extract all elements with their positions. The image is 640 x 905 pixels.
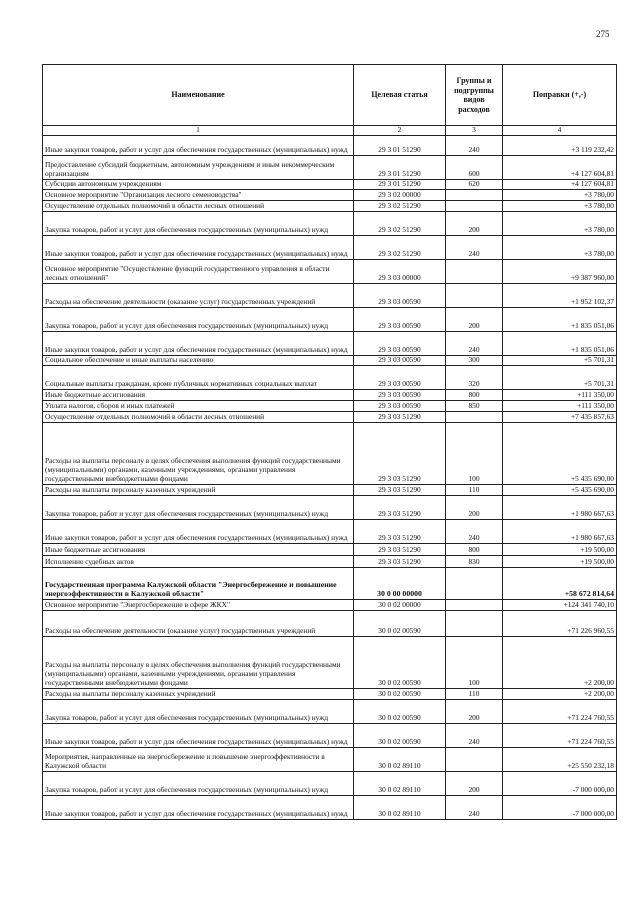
row-target-code: 29 3 02 51290 (354, 200, 446, 211)
header-target: Целевая статья (354, 65, 446, 126)
row-name: Предоставление субсидий бюджетным, автономным учреждениям и иным некоммерческим организациям (43, 155, 354, 179)
row-amount: +3 780,00 (503, 200, 617, 211)
row-group-code: 800 (446, 389, 503, 400)
row-target-code: 29 3 03 00590 (354, 355, 446, 365)
row-target-code: 29 3 03 51290 (354, 411, 446, 422)
row-name: Осуществление отдельных полномочий в области лесных отношений (43, 200, 354, 211)
table-body (43, 135, 617, 819)
table-row (43, 599, 617, 610)
row-target-code: 30 0 02 00590 (354, 610, 446, 636)
row-amount: +7 435 857,63 (503, 411, 617, 422)
row-name: Государственная программа Калужской области "Энергосбережение и повышение энергоэффективности в Калужской области" (43, 567, 354, 599)
row-name: Расходы на выплаты персоналу казенных учреждений (43, 484, 354, 495)
row-name: Иные бюджетные ассигнования (43, 389, 354, 400)
row-group-code (446, 283, 503, 307)
row-target-code: 29 3 03 51290 (354, 495, 446, 519)
row-group-code (446, 610, 503, 636)
row-group-code: 800 (446, 543, 503, 555)
row-amount: +1 952 102,37 (503, 283, 617, 307)
column-number-row (43, 126, 617, 136)
table-row (43, 283, 617, 307)
row-name: Расходы на выплаты персоналу в целях обеспечения выполнения функций государственными (муниципальными) органами, казенными учреждениями, органами управления государственными внебюджетными фондами (43, 636, 354, 688)
table-row (43, 389, 617, 400)
row-amount: +124 341 740,10 (503, 599, 617, 610)
row-name: Мероприятия, направленные на энергосбережение и повышение энергоэффективности в Калужской области (43, 747, 354, 771)
row-target-code: 30 0 02 00000 (354, 599, 446, 610)
row-name: Иные бюджетные ассигнования (43, 543, 354, 555)
row-amount: +111 350,00 (503, 389, 617, 400)
row-target-code: 29 3 03 00590 (354, 365, 446, 389)
row-amount: +5 701,31 (503, 355, 617, 365)
row-target-code: 30 0 02 00590 (354, 699, 446, 723)
row-amount: +3 119 232,42 (503, 135, 617, 155)
table-row (43, 519, 617, 543)
row-name: Расходы на обеспечение деятельности (оказание услуг) государственных учреждений (43, 610, 354, 636)
row-amount: -7 000 000,00 (503, 771, 617, 795)
row-amount: +5 435 690,00 (503, 422, 617, 484)
row-group-code: 240 (446, 723, 503, 747)
row-target-code: 29 3 02 51290 (354, 211, 446, 235)
row-name: Основное мероприятие "Организация лесного семеноводства" (43, 189, 354, 200)
table-row (43, 365, 617, 389)
row-group-code: 200 (446, 495, 503, 519)
row-target-code: 29 3 01 51290 (354, 135, 446, 155)
row-target-code: 29 3 03 00590 (354, 389, 446, 400)
row-group-code: 620 (446, 179, 503, 189)
table-row (43, 567, 617, 599)
row-target-code: 30 0 02 89110 (354, 771, 446, 795)
header-groups: Группы и подгруппы видов расходов (446, 65, 503, 126)
row-amount: +71 224 760,55 (503, 699, 617, 723)
row-name: Осуществление отдельных полномочий в области лесных отношений (43, 411, 354, 422)
row-group-code: 200 (446, 771, 503, 795)
row-name: Расходы на выплаты персоналу казенных учреждений (43, 688, 354, 699)
row-amount: +3 780,00 (503, 189, 617, 200)
table-row (43, 636, 617, 688)
row-target-code: 29 3 03 51290 (354, 543, 446, 555)
row-amount: +19 500,00 (503, 543, 617, 555)
row-group-code: 240 (446, 795, 503, 819)
row-amount: +5 435 690,00 (503, 484, 617, 495)
row-target-code: 29 3 03 51290 (354, 519, 446, 543)
row-group-code: 110 (446, 688, 503, 699)
row-group-code: 600 (446, 155, 503, 179)
row-target-code: 29 3 03 00590 (354, 307, 446, 331)
row-name: Иные закупки товаров, работ и услуг для обеспечения государственных (муниципальных) нужд (43, 135, 354, 155)
column-number: 2 (354, 126, 446, 136)
row-amount: +5 701,31 (503, 365, 617, 389)
table-row (43, 211, 617, 235)
row-amount: +3 780,00 (503, 235, 617, 259)
row-amount: +58 672 814,64 (503, 567, 617, 599)
row-name: Социальные выплаты гражданам, кроме публичных нормативных социальных выплат (43, 365, 354, 389)
row-name: Основное мероприятие "Осуществление функций государственного управления в области лесных отношений" (43, 259, 354, 283)
row-target-code: 29 3 03 51290 (354, 484, 446, 495)
row-amount: +1 980 667,63 (503, 519, 617, 543)
row-group-code: 850 (446, 400, 503, 411)
row-amount: +1 980 667,63 (503, 495, 617, 519)
row-target-code: 29 3 02 00000 (354, 189, 446, 200)
row-target-code: 30 0 02 89110 (354, 795, 446, 819)
table-row (43, 189, 617, 200)
row-target-code: 30 0 02 89110 (354, 747, 446, 771)
table-row (43, 484, 617, 495)
table-row (43, 610, 617, 636)
row-amount: +3 780,00 (503, 211, 617, 235)
row-group-code: 200 (446, 211, 503, 235)
row-target-code: 29 3 01 51290 (354, 179, 446, 189)
row-name: Закупка товаров, работ и услуг для обеспечения государственных (муниципальных) нужд (43, 307, 354, 331)
row-target-code: 29 3 03 00590 (354, 331, 446, 355)
row-name: Исполнение судебных актов (43, 555, 354, 567)
row-target-code: 29 3 03 00590 (354, 400, 446, 411)
column-number: 3 (446, 126, 503, 136)
row-group-code: 320 (446, 365, 503, 389)
row-amount: +19 500,00 (503, 555, 617, 567)
table-row (43, 771, 617, 795)
row-group-code (446, 567, 503, 599)
row-group-code: 240 (446, 331, 503, 355)
table-row (43, 235, 617, 259)
table-row (43, 307, 617, 331)
row-group-code: 300 (446, 355, 503, 365)
row-group-code (446, 189, 503, 200)
row-name: Иные закупки товаров, работ и услуг для обеспечения государственных (муниципальных) нужд (43, 331, 354, 355)
row-group-code: 100 (446, 636, 503, 688)
row-group-code (446, 259, 503, 283)
header-amendments: Поправки (+,-) (503, 65, 617, 126)
row-group-code: 200 (446, 307, 503, 331)
row-name: Иные закупки товаров, работ и услуг для обеспечения государственных (муниципальных) нужд (43, 519, 354, 543)
row-group-code: 830 (446, 555, 503, 567)
table-row (43, 699, 617, 723)
table-row (43, 400, 617, 411)
row-group-code: 100 (446, 422, 503, 484)
row-target-code: 29 3 02 51290 (354, 235, 446, 259)
table-row (43, 747, 617, 771)
table-row (43, 543, 617, 555)
row-amount: +9 387 960,00 (503, 259, 617, 283)
row-amount: +71 224 760,55 (503, 723, 617, 747)
table-row (43, 135, 617, 155)
column-number: 4 (503, 126, 617, 136)
row-name: Закупка товаров, работ и услуг для обеспечения государственных (муниципальных) нужд (43, 495, 354, 519)
row-amount: +2 200,00 (503, 636, 617, 688)
row-target-code: 29 3 03 00590 (354, 283, 446, 307)
row-name: Иные закупки товаров, работ и услуг для обеспечения государственных (муниципальных) нужд (43, 235, 354, 259)
row-amount: +1 835 051,06 (503, 307, 617, 331)
row-amount: +4 127 604,81 (503, 179, 617, 189)
row-name: Основное мероприятие "Энергосбережение в сфере ЖКХ" (43, 599, 354, 610)
table-row (43, 555, 617, 567)
table-row (43, 688, 617, 699)
row-group-code (446, 200, 503, 211)
row-target-code: 30 0 02 00590 (354, 636, 446, 688)
table-row (43, 155, 617, 179)
table-header-row (43, 65, 617, 126)
table-row (43, 355, 617, 365)
page-number: 275 (596, 29, 610, 39)
table-row (43, 259, 617, 283)
row-target-code: 29 3 01 51290 (354, 155, 446, 179)
row-name: Уплата налогов, сборов и иных платежей (43, 400, 354, 411)
row-amount: +4 127 604,81 (503, 155, 617, 179)
row-name: Расходы на обеспечение деятельности (оказание услуг) государственных учреждений (43, 283, 354, 307)
table-row (43, 495, 617, 519)
row-group-code: 240 (446, 135, 503, 155)
row-name: Закупка товаров, работ и услуг для обеспечения государственных (муниципальных) нужд (43, 699, 354, 723)
row-amount: +71 226 960,55 (503, 610, 617, 636)
row-name: Расходы на выплаты персоналу в целях обеспечения выполнения функций государственными (муниципальными) органами, казенными учреждениями, органами управления государственными внебюджетными фондами (43, 422, 354, 484)
table-row (43, 723, 617, 747)
table-row (43, 179, 617, 189)
row-amount: +2 200,00 (503, 688, 617, 699)
row-target-code: 30 0 02 00590 (354, 688, 446, 699)
header-name: Наименование (43, 65, 354, 126)
row-group-code: 200 (446, 699, 503, 723)
row-group-code: 110 (446, 484, 503, 495)
table-row (43, 795, 617, 819)
row-group-code (446, 599, 503, 610)
row-target-code: 30 0 02 00590 (354, 723, 446, 747)
row-name: Социальное обеспечение и иные выплаты населению (43, 355, 354, 365)
row-amount: -7 000 000,00 (503, 795, 617, 819)
row-amount: +1 835 051,06 (503, 331, 617, 355)
row-target-code: 29 3 03 51290 (354, 422, 446, 484)
table-row (43, 411, 617, 422)
row-amount: +111 350,00 (503, 400, 617, 411)
budget-table (42, 64, 617, 820)
row-name: Субсидии автономным учреждениям (43, 179, 354, 189)
row-name: Закупка товаров, работ и услуг для обеспечения государственных (муниципальных) нужд (43, 211, 354, 235)
row-name: Иные закупки товаров, работ и услуг для обеспечения государственных (муниципальных) нужд (43, 723, 354, 747)
table-row (43, 200, 617, 211)
row-target-code: 29 3 03 00000 (354, 259, 446, 283)
column-number: 1 (43, 126, 354, 136)
row-target-code: 30 0 00 00000 (354, 567, 446, 599)
table-row (43, 331, 617, 355)
table-row (43, 422, 617, 484)
row-group-code (446, 411, 503, 422)
row-name: Иные закупки товаров, работ и услуг для обеспечения государственных (муниципальных) нужд (43, 795, 354, 819)
row-group-code: 240 (446, 235, 503, 259)
row-group-code (446, 747, 503, 771)
row-amount: +25 550 232,18 (503, 747, 617, 771)
row-target-code: 29 3 03 51290 (354, 555, 446, 567)
row-group-code: 240 (446, 519, 503, 543)
row-name: Закупка товаров, работ и услуг для обеспечения государственных (муниципальных) нужд (43, 771, 354, 795)
